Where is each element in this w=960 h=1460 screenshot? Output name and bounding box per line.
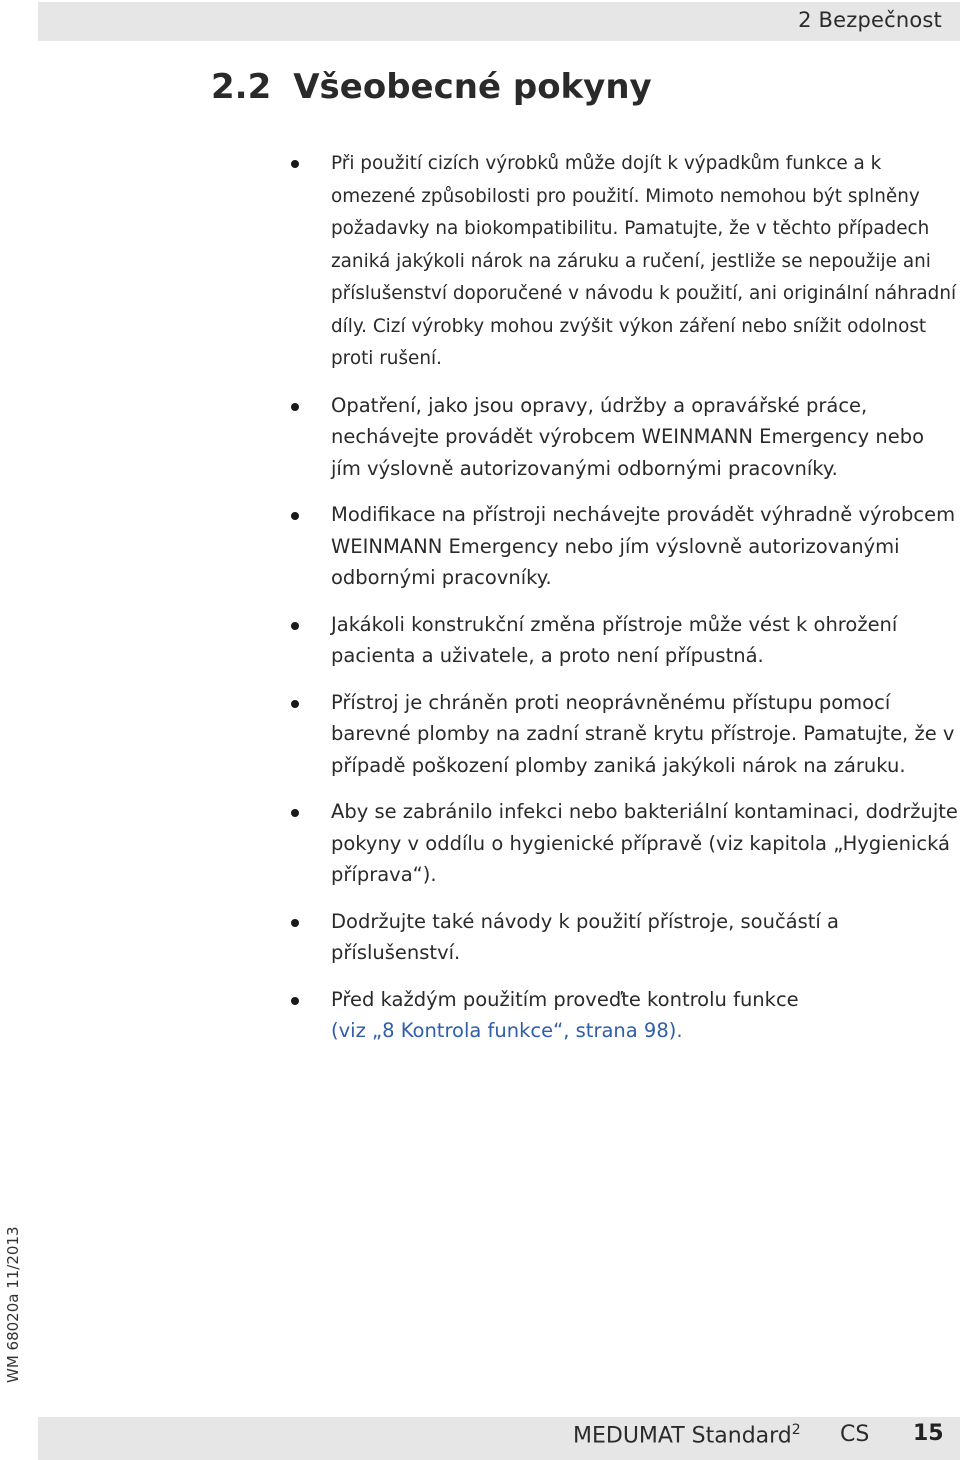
chapter-title: 2 Bezpečnost: [798, 8, 942, 32]
bullet-icon: [291, 622, 299, 630]
list-item: [289, 390, 959, 485]
product-name-text: MEDUMAT Standard: [573, 1423, 792, 1449]
language-code: CS: [840, 1422, 870, 1447]
section-number: 2.2: [211, 67, 272, 107]
bullet-icon: [291, 700, 299, 708]
list-item: [289, 687, 959, 782]
list-item-text: Před každým použitím proveďte kontrolu funkce: [331, 987, 799, 1011]
list-item-text: Při použití cizích výrobků může dojít k výpadkům funkce a k omezené způsobilosti pro použití. Mimoto nemohou být splněny požadavky na biokompatibilitu. Pamatujte, že v těchto případech zaniká jakýkoli nárok na záruku a ručení, jestliže se nepoužije ani příslušenství doporučené v návodu k použití, ani originální náhradní díly.: [331, 153, 957, 337]
list-item-text-continued: Cizí výrobky mohou zvýšit výkon záření nebo snížit odolnost proti rušení.: [331, 315, 927, 369]
page-number: 15: [913, 1421, 944, 1446]
cross-reference-link[interactable]: (viz „8 Kontrola funkce“, strana 98).: [331, 1019, 683, 1042]
product-name: [573, 1422, 801, 1448]
list-item: [289, 499, 959, 594]
section-heading: [211, 67, 652, 107]
list-item: [289, 796, 959, 891]
bullet-icon: [291, 403, 299, 411]
document-code: WM 68020a 11/2013: [4, 1226, 22, 1383]
list-item-text: Dodržujte také návody k použití přístroje, součástí a příslušenství.: [331, 909, 839, 964]
list-item: [289, 906, 959, 969]
product-superscript: 2: [791, 1422, 801, 1438]
bullet-icon: [291, 512, 299, 520]
list-item: [289, 984, 959, 1047]
list-item: [289, 609, 959, 672]
list-item-text: Přístroj je chráněn proti neoprávněnému přístupu pomocí barevné plomby na zadní straně krytu přístroje. Pamatujte, že v případě poškození plomby zaniká jakýkoli nárok na záruku.: [331, 690, 955, 777]
list-item-text: Aby se zabránilo infekci nebo bakteriální kontaminaci, dodržujte pokyny v oddílu o hygienické přípravě (viz kapitola „Hygienická příprava“).: [331, 800, 958, 886]
bullet-icon: [291, 919, 299, 927]
section-title: Všeobecné pokyny: [293, 67, 652, 107]
bullet-icon: [291, 160, 299, 168]
list-item: [289, 147, 959, 375]
footer-bar: [38, 1417, 960, 1460]
list-item-text: Jakákoli konstrukční změna přístroje může vést k ohrožení pacienta a uživatele, a proto není přípustná.: [331, 612, 898, 667]
instruction-list: [289, 147, 959, 1062]
list-item-text: Opatření, jako jsou opravy, údržby a opravářské práce, nechávejte provádět výrobcem WEINMANN Emergency nebo jím výslovně autorizovanými odbornými pracovníky.: [331, 393, 924, 480]
header-bar: [38, 2, 960, 41]
list-item-text: Modifikace na přístroji nechávejte provádět výhradně výrobcem WEINMANN Emergency nebo jím výslovně autorizovanými odbornými pracovníky.: [331, 503, 956, 589]
bullet-icon: [291, 809, 299, 817]
bullet-icon: [291, 997, 299, 1005]
